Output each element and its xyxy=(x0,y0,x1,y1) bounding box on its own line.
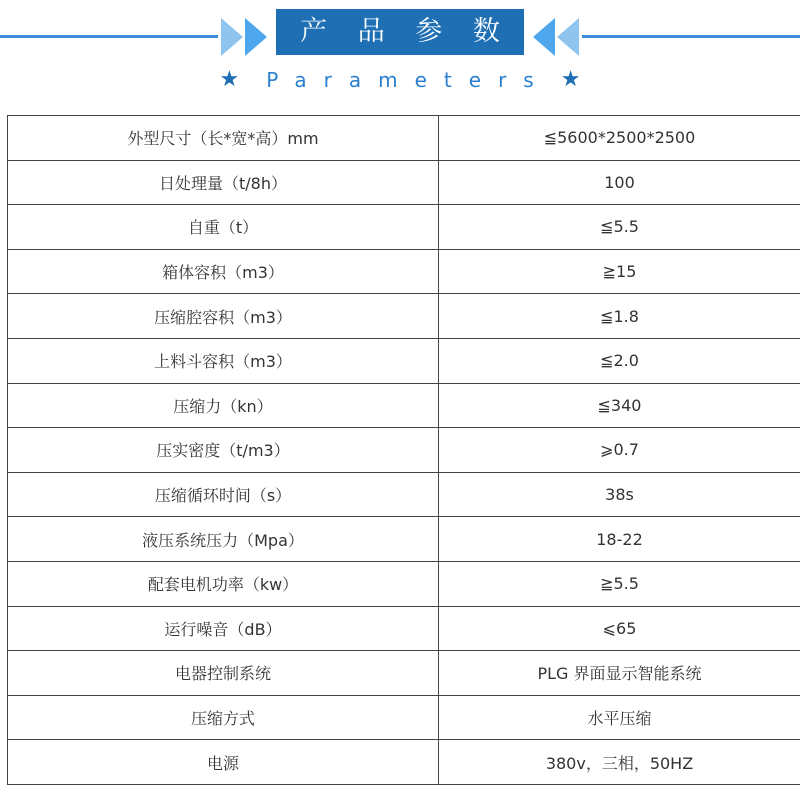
page-title: 产 品 参 数 xyxy=(300,16,511,47)
chevron-right-icon xyxy=(245,18,267,56)
table-row xyxy=(8,428,800,473)
parameter-value: ≦1.8 xyxy=(439,294,800,339)
table-row xyxy=(8,695,800,740)
subtitle-row xyxy=(0,64,800,96)
parameter-value: ≧15 xyxy=(439,249,800,294)
parameter-label: 压缩方式 xyxy=(8,695,439,740)
table-row xyxy=(8,116,800,161)
parameter-value: ⩾0.7 xyxy=(439,428,800,473)
parameter-value: ≦5600*2500*2500 xyxy=(439,116,800,161)
parameters-table-body xyxy=(8,116,800,785)
parameter-label: 压缩力（kn） xyxy=(8,383,439,428)
parameter-label: 电器控制系统 xyxy=(8,651,439,696)
chevron-right-icon xyxy=(221,18,243,56)
parameter-value: 100 xyxy=(439,160,800,205)
parameter-value: 18-22 xyxy=(439,517,800,562)
parameter-value: 380v，三相，50HZ xyxy=(439,740,800,785)
table-row xyxy=(8,160,800,205)
page-subtitle: Parameters xyxy=(266,68,551,92)
parameter-value: ≦5.5 xyxy=(439,205,800,250)
chevron-left-icon xyxy=(557,18,579,56)
table-row xyxy=(8,651,800,696)
parameter-label: 日处理量（t/8h） xyxy=(8,160,439,205)
chevron-left-icon xyxy=(533,18,555,56)
parameter-value: ⩽65 xyxy=(439,606,800,651)
star-icon: ★ xyxy=(219,67,240,92)
parameter-value: ≧5.5 xyxy=(439,561,800,606)
parameter-label: 液压系统压力（Mpa） xyxy=(8,517,439,562)
parameter-label: 箱体容积（m3） xyxy=(8,249,439,294)
parameter-value: 38s xyxy=(439,472,800,517)
parameter-label: 自重（t） xyxy=(8,205,439,250)
table-row xyxy=(8,205,800,250)
parameter-value: ≦2.0 xyxy=(439,338,800,383)
parameter-value: PLG 界面显示智能系统 xyxy=(439,651,800,696)
title-banner xyxy=(276,9,524,55)
table-row xyxy=(8,249,800,294)
parameter-label: 上料斗容积（m3） xyxy=(8,338,439,383)
table-row xyxy=(8,383,800,428)
table-row xyxy=(8,740,800,785)
parameter-value: ≦340 xyxy=(439,383,800,428)
table-row xyxy=(8,517,800,562)
header-rule-right xyxy=(582,35,800,38)
parameter-label: 压缩循环时间（s） xyxy=(8,472,439,517)
table-row xyxy=(8,606,800,651)
parameter-label: 压缩腔容积（m3） xyxy=(8,294,439,339)
star-icon: ★ xyxy=(560,67,581,92)
parameters-table xyxy=(7,115,800,785)
parameter-label: 运行噪音（dB） xyxy=(8,606,439,651)
table-row xyxy=(8,338,800,383)
header-rule-left xyxy=(0,35,218,38)
table-row xyxy=(8,294,800,339)
parameter-label: 电源 xyxy=(8,740,439,785)
parameter-label: 配套电机功率（kw） xyxy=(8,561,439,606)
parameter-label: 压实密度（t/m3） xyxy=(8,428,439,473)
parameter-label: 外型尺寸（长*宽*高）mm xyxy=(8,116,439,161)
table-row xyxy=(8,472,800,517)
table-row xyxy=(8,561,800,606)
parameter-value: 水平压缩 xyxy=(439,695,800,740)
page-header xyxy=(0,0,800,100)
